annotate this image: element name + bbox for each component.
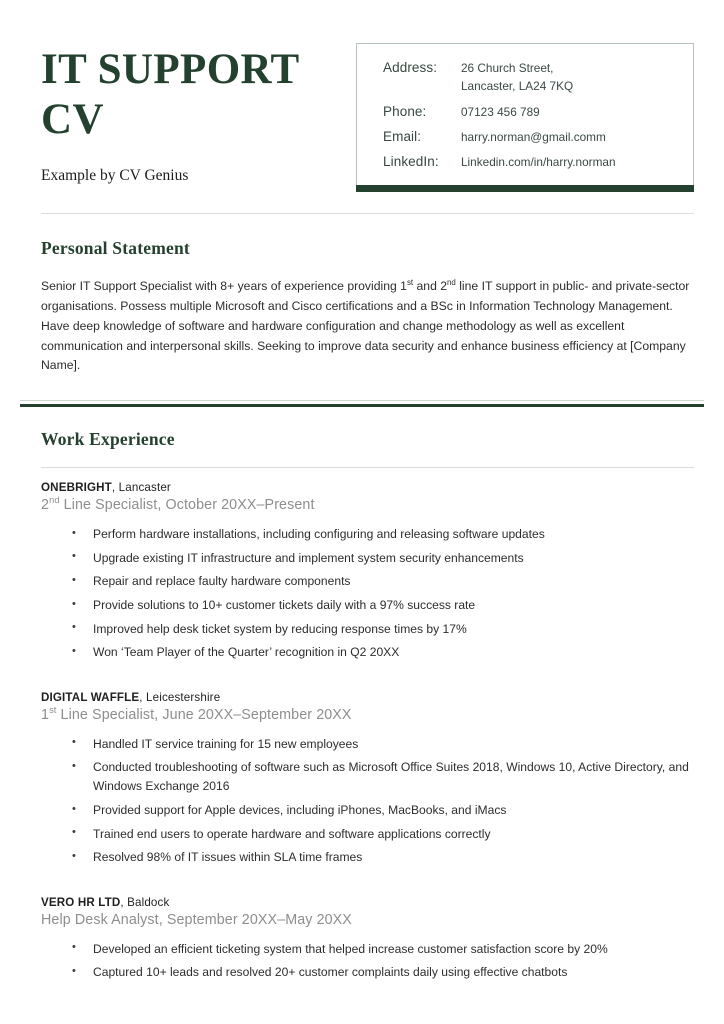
statement-part-3: line IT support in public- and private-sector organisations. Possess multiple Microsoft and Cisco certifications and a BSc in Information Technology Management. Have deep knowledge of software and hardware configuration and change methodology as well as excellent communication and interpersonal skills. Seeking to improve data security and enhance business efficiency at [Company Name]. [41,279,690,373]
section-title-personal-statement: Personal Statement [41,238,190,259]
job-company-name: ONEBRIGHT [41,481,112,495]
section-personal-statement [0,238,724,376]
contact-box [356,43,694,185]
job-company-line [41,896,694,909]
address-line-1: 26 Church Street, [461,61,554,75]
section-title-work-experience: Work Experience [41,429,175,450]
job-entry [41,691,694,868]
cv-subtitle: Example by CV Genius [41,166,189,184]
list-item: • Provide solutions to 10+ customer tickets daily with a 97% success rate [41,596,694,615]
job-entry [41,481,694,662]
job-title-sup: st [49,705,57,716]
list-item: • Handled IT service training for 15 new employees [41,735,694,754]
list-item: • Repair and replace faulty hardware components [41,572,694,591]
job-bullet-list [41,940,694,983]
contact-accent-bar [356,185,694,192]
contact-label-email: Email: [383,128,422,144]
statement-part-1: Senior IT Support Specialist with 8+ years of experience providing 1 [41,279,407,294]
title-line-1: IT SUPPORT [41,46,300,93]
list-item: • Won ‘Team Player of the Quarter’ recognition in Q2 20XX [41,643,694,662]
job-title-prefix: 2 [41,497,50,514]
job-bullet-list [41,735,694,868]
job-entry [41,896,694,983]
job-title-line [41,912,694,928]
job-company-location: , Baldock [120,895,170,909]
contact-value-address [461,59,573,96]
contact-label-phone: Phone: [383,103,427,119]
job-title-rest: Line Specialist, October 20XX–Present [59,497,315,514]
list-item: • Captured 10+ leads and resolved 20+ customer complaints daily using effective chatbots [41,963,694,982]
statement-sup-2: nd [447,278,456,288]
contact-label-address: Address: [383,60,438,75]
personal-statement-text [41,277,693,376]
job-company-name: DIGITAL WAFFLE [41,690,140,704]
cv-header [0,0,724,192]
contact-value-phone: 07123 456 789 [461,104,540,119]
list-item: • Resolved 98% of IT issues within SLA time frames [41,848,694,867]
list-item: • Provided support for Apple devices, including iPhones, MacBooks, and iMacs [41,801,694,820]
contact-value-email[interactable]: harry.norman@gmail.comm [461,129,606,144]
contact-row-linkedin [383,153,679,171]
title-line-2: CV [41,95,104,143]
job-company-line [41,481,694,494]
header-title-block [41,43,351,185]
list-item: • Conducted troubleshooting of software such as Microsoft Office Suites 2018, Windows 10, Active Directory, and Windows Exchange 2016 [41,758,694,796]
work-experience-jobs [0,481,724,982]
section-work-experience [0,429,724,450]
job-title-line [41,497,694,513]
list-item: • Trained end users to operate hardware and software applications correctly [41,825,694,844]
job-company-location: , Leicestershire [139,690,221,704]
contact-label-linkedin: LinkedIn: [383,154,439,170]
contact-row-phone [383,103,679,121]
contact-row-email [383,128,679,146]
page-title [41,45,326,145]
list-item: • Developed an efficient ticketing system that helped increase customer satisfaction score by 20% [41,940,694,959]
statement-sup-1: st [406,278,414,288]
divider-double [20,398,704,407]
contact-value-linkedin[interactable]: Linkedin.com/in/harry.norman [461,155,616,170]
statement-part-2: and 2 [413,279,448,294]
job-title-rest: Help Desk Analyst, September 20XX–May 20XX [41,911,352,928]
list-item: • Improved help desk ticket system by reducing response times by 17% [41,620,694,639]
address-line-2: Lancaster, LA24 7KQ [461,79,574,94]
job-company-line [41,691,694,704]
job-title-line [41,707,694,723]
job-title-prefix: 1 [41,706,50,723]
job-title-rest: Line Specialist, June 20XX–September 20XX [56,706,352,723]
list-item: • Upgrade existing IT infrastructure and implement system security enhancements [41,549,694,568]
job-company-name: VERO HR LTD [41,895,121,909]
job-company-location: , Lancaster [111,481,171,495]
list-item: • Perform hardware installations, including configuring and releasing software updates [41,525,694,544]
job-bullet-list [41,525,694,662]
contact-row-address [383,59,679,96]
divider-double-thin [20,400,704,401]
job-title-sup: nd [49,495,60,506]
contact-block [356,43,694,192]
